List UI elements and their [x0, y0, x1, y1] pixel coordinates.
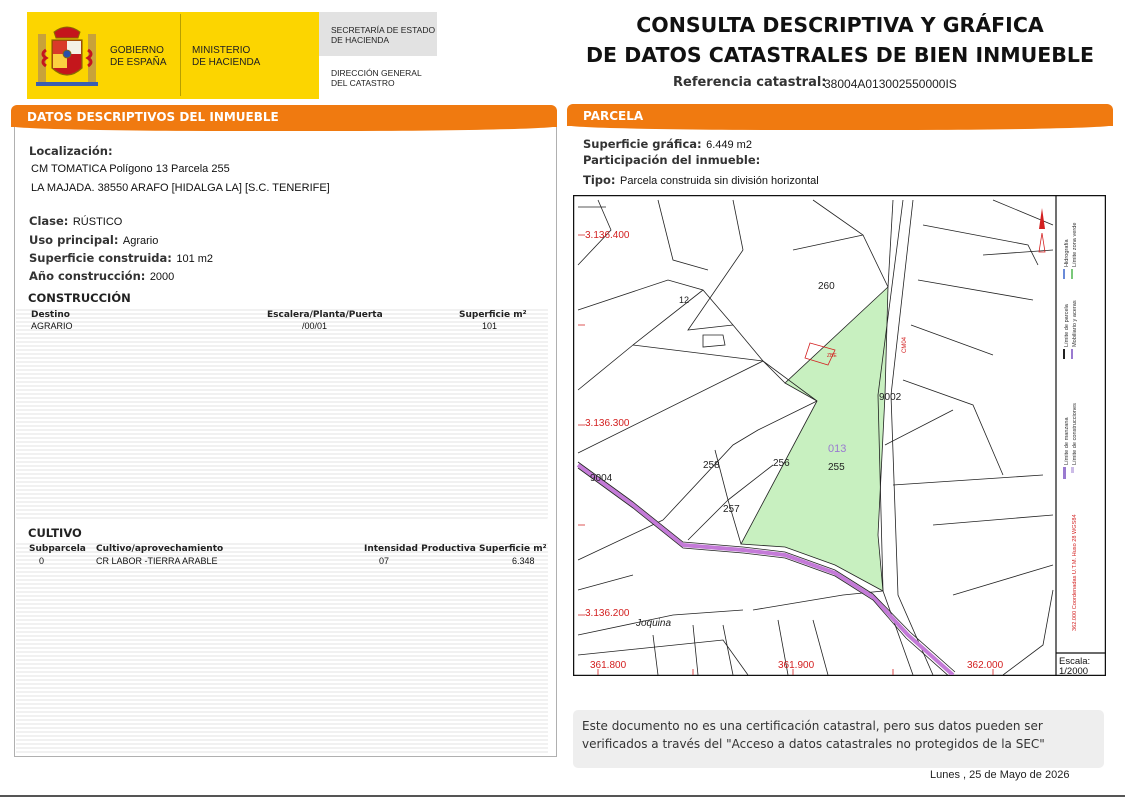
coord-y-3: 3.136.200 — [585, 608, 630, 619]
place-name: Joquina — [636, 618, 672, 629]
coord-x-1: 361.800 — [590, 660, 627, 671]
uso-value: Agrario — [122, 235, 159, 247]
parcel-label-260: 260 — [818, 281, 835, 292]
parcel-label-255: 255 — [828, 462, 845, 473]
loc-line1: CM TOMATICA Polígono 13 Parcela 255 — [31, 163, 230, 175]
tipo-value: Parcela construida sin división horizontal — [619, 175, 819, 187]
clase-value: RÚSTICO — [72, 216, 123, 228]
clase-row — [29, 212, 122, 230]
construccion-header-escalera: Escalera/Planta/Puerta — [267, 310, 383, 320]
cultivo-cell-superficie: 6.348 — [512, 556, 535, 566]
uso-label: Uso principal: — [29, 233, 119, 247]
parcel-map — [573, 195, 1106, 676]
parcela-tab-strip — [567, 125, 1113, 130]
loc-label: Localización: — [29, 144, 113, 158]
building-tag: ZBE — [827, 353, 837, 359]
parcel-label-9004: 9004 — [590, 473, 613, 484]
cultivo-cell-subparcela: 0 — [39, 556, 45, 566]
parcel-label-257: 257 — [723, 504, 740, 515]
cultivo-cell-intensidad: 07 — [379, 556, 390, 566]
legend-limite-construcciones: Límite de construcciones — [1072, 403, 1078, 465]
parcela-sup-label: Superficie gráfica: — [583, 137, 702, 151]
cultivo-header-cultivo: Cultivo/aprovechamiento — [96, 544, 224, 554]
construccion-cell-escalera: /00/01 — [302, 321, 328, 331]
parcel-label-013: 013 — [828, 443, 847, 455]
legend-mobiliario: Mobiliario y aceras — [1072, 300, 1078, 347]
parcel-label-12: 12 — [679, 295, 690, 305]
legend-hidrografia: Hidrografía — [1064, 239, 1070, 267]
logo-divider — [180, 14, 181, 96]
clase-label: Clase: — [29, 214, 69, 228]
legend-coordenadas: 362.000 Coordenadas U.T.M. Huso 28 WGS84 — [1072, 514, 1078, 631]
cultivo-header-superficie: Superficie m² — [479, 544, 547, 554]
ministerio-label: MINISTERIO DE HACIENDA — [192, 45, 261, 68]
cultivo-header-intensidad: Intensidad Productiva — [364, 544, 476, 554]
construccion-table — [16, 307, 548, 520]
anio-row — [29, 267, 174, 285]
descriptivos-tab: DATOS DESCRIPTIVOS DEL INMUEBLE — [11, 105, 557, 127]
direccion-label: DIRECCIÓN GENERAL DEL CATASTRO — [331, 68, 422, 88]
ref-label: Referencia catastral: — [673, 75, 827, 90]
ref-value: 38004A013002550000IS — [824, 77, 957, 91]
uso-row — [29, 231, 158, 249]
legend-limite-manzana: Límite de manzana — [1064, 417, 1070, 465]
document-date: Lunes , 25 de Mayo de 2026 — [930, 769, 1070, 781]
parcela-sup-value: 6.449 m2 — [706, 139, 752, 151]
cultivo-table — [16, 541, 548, 755]
loc-line2: LA MAJADA. 38550 ARAFO [HIDALGA LA] [S.C. TENERIFE] — [31, 182, 330, 194]
scale-label: Escala: — [1059, 656, 1091, 667]
sup-value: 101 m2 — [176, 253, 214, 265]
disclaimer-text: Este documento no es una certificación catastral, pero sus datos pueden ser verificados a través del "Acceso a datos catastrales no protegidos de la SEC" — [582, 719, 1045, 751]
sup-row — [29, 249, 213, 267]
cultivo-title: CULTIVO — [28, 526, 82, 540]
parcela-tab: PARCELA — [567, 104, 1113, 126]
secretaria-label: SECRETARÍA DE ESTADO DE HACIENDA — [331, 25, 436, 45]
parcel-label-256: 256 — [773, 458, 790, 469]
sup-label: Superficie construida: — [29, 251, 172, 265]
construccion-cell-destino: AGRARIO — [31, 321, 73, 331]
construccion-title: CONSTRUCCIÓN — [28, 291, 131, 305]
cultivo-header-subparcela: Subparcela — [29, 544, 86, 554]
construccion-header-destino: Destino — [31, 310, 70, 320]
tipo-label: Tipo: — [583, 173, 616, 187]
cultivo-cell-cultivo: CR LABOR -TIERRA ARABLE — [96, 556, 218, 566]
parcela-sup-row — [583, 135, 752, 153]
parcel-label-258: 258 — [703, 460, 720, 471]
coord-y-2: 3.136.300 — [585, 418, 630, 429]
coord-x-2: 361.900 — [778, 660, 815, 671]
anio-value: 2000 — [149, 271, 175, 283]
parcel-label-9002: 9002 — [879, 392, 902, 403]
anio-label: Año construcción: — [29, 269, 146, 283]
coat-of-arms-icon — [36, 20, 98, 90]
legend-zona-verde: Límite zona verde — [1072, 222, 1078, 267]
tipo-row — [583, 171, 819, 189]
gobierno-label: GOBIERNO DE ESPAÑA — [110, 45, 167, 68]
construccion-cell-superficie: 101 — [482, 321, 498, 331]
construccion-header-superficie: Superficie m² — [459, 310, 527, 320]
participacion-label: Participación del inmueble: — [583, 153, 761, 167]
legend-limite-parcela: Límite de parcela — [1064, 304, 1070, 347]
road-tag: CM04 — [902, 336, 908, 353]
coord-x-3: 362.000 — [967, 660, 1004, 671]
coord-y-1: 3.136.400 — [585, 230, 630, 241]
page-title: CONSULTA DESCRIPTIVA Y GRÁFICA DE DATOS CATASTRALES DE BIEN INMUEBLE — [586, 13, 1094, 67]
scale-value: 1/2000 — [1059, 666, 1089, 676]
